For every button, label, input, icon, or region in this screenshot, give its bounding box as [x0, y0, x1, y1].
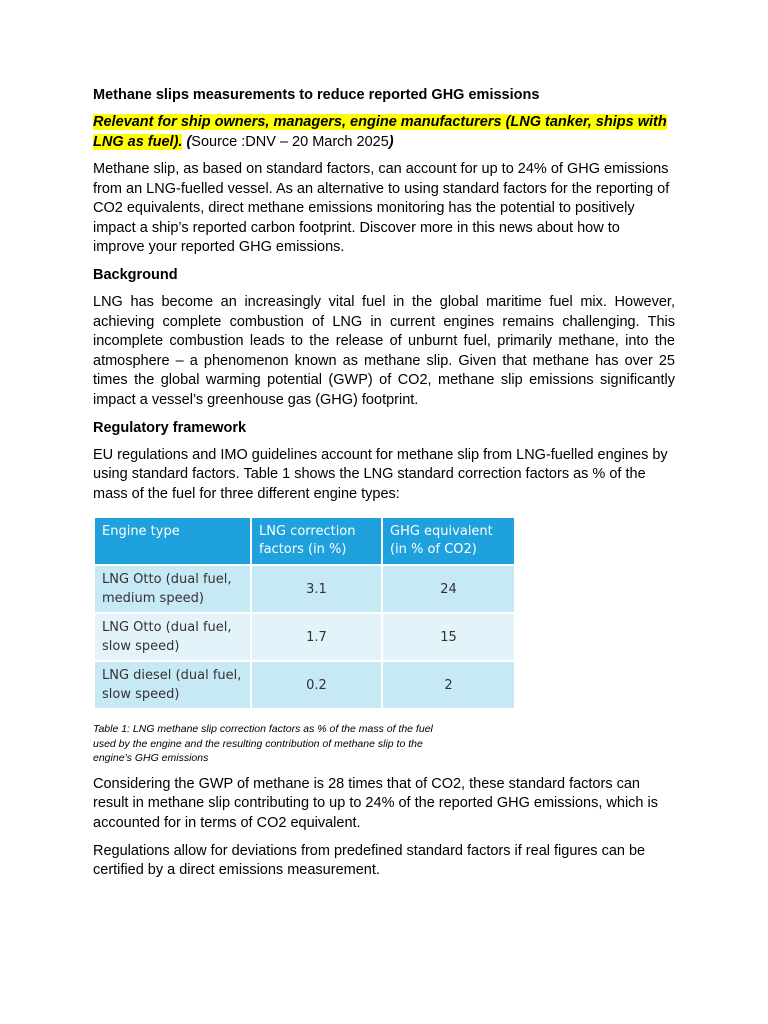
source-open-paren: (: [182, 133, 192, 150]
gwp-paragraph: Considering the GWP of methane is 28 times that of CO2, these standard factors can result in methane slip contributing to up to 24% of the reported GHG emissions, which is accounted for in terms of CO2 equivalent.: [93, 775, 658, 831]
regulatory-paragraph: EU regulations and IMO guidelines account for methane slip from LNG-fuelled engines by using standard factors. Table 1 shows the LNG standard correction factors as % of the mass of the fuel for three different engine types:: [93, 446, 668, 502]
table-row: [95, 613, 514, 661]
document-page: [93, 86, 675, 889]
engine-type-cell: LNG Otto (dual fuel, medium speed): [95, 565, 251, 613]
ghg-equivalent-cell: 24: [382, 565, 514, 613]
table-caption: Table 1: LNG methane slip correction factors as % of the mass of the fuel used by the engine and the resulting contribution of methane slip to the engine’s GHG emissions: [93, 723, 433, 765]
header-engine-type: Engine type: [95, 518, 251, 565]
background-paragraph: LNG has become an increasingly vital fuel in the global maritime fuel mix. However, achieving complete combustion of LNG in current engines remains challenging. This incomplete combustion leads to the release of unburnt fuel, primarily methane, into the atmosphere – a phenomenon known as methane slip. Given that methane has over 25 times the global warming potential (GWP) of CO2, methane slip emissions significantly impact a vessel’s greenhouse gas (GHG) footprint.: [93, 293, 675, 408]
source-close-paren: ): [388, 133, 394, 150]
header-ghg-equivalent: GHG equivalent (in % of CO2): [382, 518, 514, 565]
document-title: Methane slips measurements to reduce reported GHG emissions: [93, 87, 540, 103]
background-heading: Background: [93, 266, 178, 283]
intro-paragraph: Methane slip, as based on standard factors, can account for up to 24% of GHG emissions from an LNG-fuelled vessel. As an alternative to using standard factors for the reporting of CO2 equivalents, direct methane emissions monitoring has the potential to positively impact a ship’s reported carbon footprint. Discover more in this news about how to improve your reported GHG emissions.: [93, 161, 670, 256]
table-row: [95, 565, 514, 613]
correction-factors-table: [95, 518, 514, 708]
deviation-paragraph: Regulations allow for deviations from predefined standard factors if real figures can be certified by a direct emissions measurement.: [93, 842, 646, 879]
header-lng-correction: LNG correction factors (in %): [251, 518, 382, 565]
engine-type-cell: LNG Otto (dual fuel, slow speed): [95, 613, 251, 661]
correction-factor-cell: 0.2: [251, 661, 382, 708]
relevance-note: [93, 113, 675, 152]
relevance-highlight: Relevant for ship owners, managers, engine manufacturers (LNG tanker, ships with LNG as fuel).: [93, 114, 667, 150]
table-row: [95, 661, 514, 708]
engine-type-cell: LNG diesel (dual fuel, slow speed): [95, 661, 251, 708]
ghg-equivalent-cell: 2: [382, 661, 514, 708]
source-text: Source :DNV – 20 March 2025: [191, 133, 389, 150]
table-header-row: [95, 518, 514, 565]
correction-factor-cell: 3.1: [251, 565, 382, 613]
correction-factor-cell: 1.7: [251, 613, 382, 661]
regulatory-heading: Regulatory framework: [93, 419, 247, 436]
ghg-equivalent-cell: 15: [382, 613, 514, 661]
